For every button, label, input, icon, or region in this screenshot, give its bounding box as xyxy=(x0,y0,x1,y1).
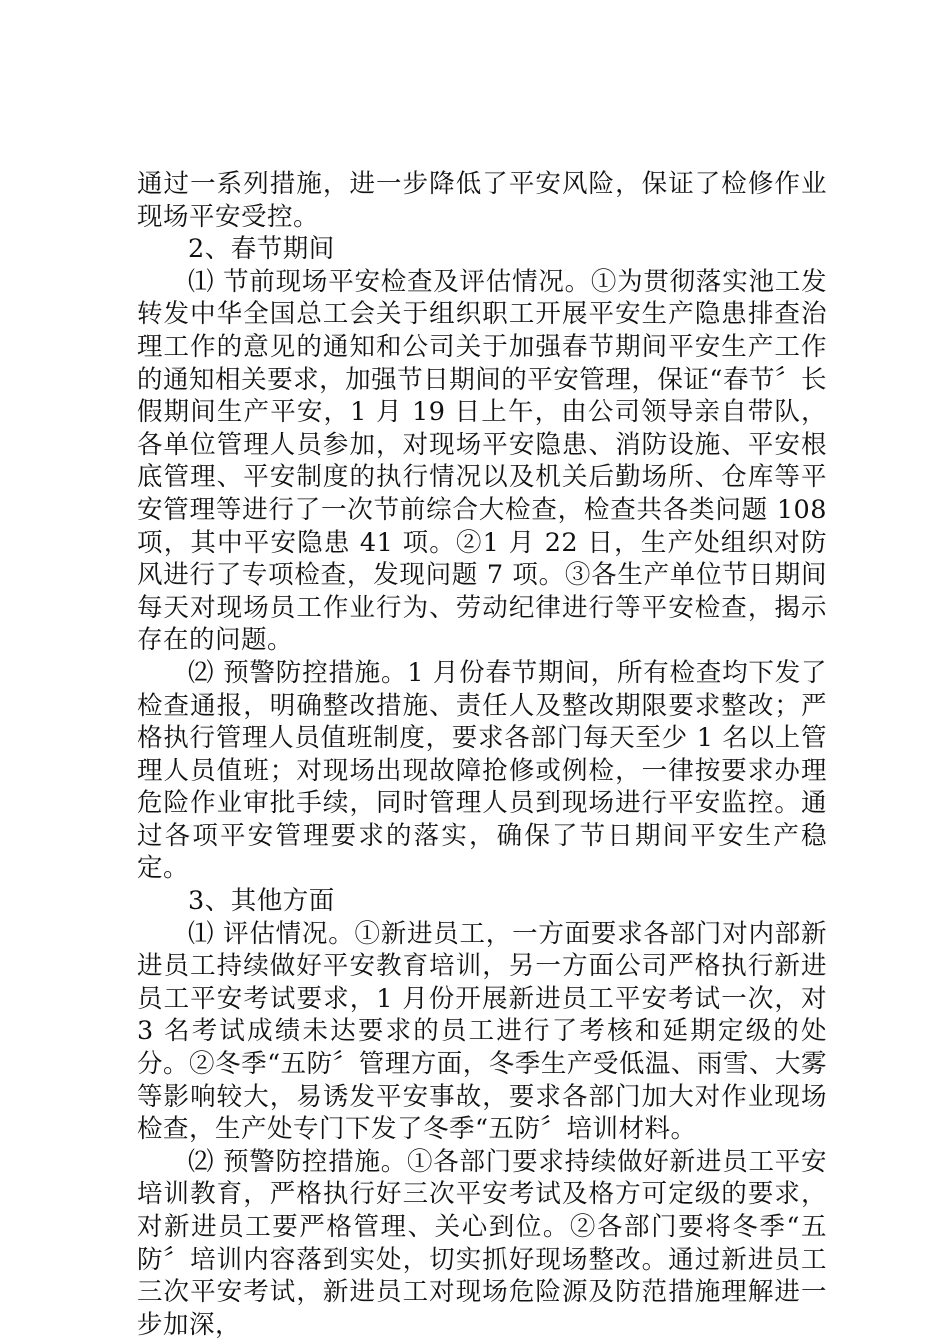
document-body xyxy=(137,168,827,1341)
section-heading-other: 3、其他方面 xyxy=(188,886,335,917)
paragraph-evaluation: ⑴ 评估情况。①新进员工，一方面要求各部门对内部新进员工持续做好平安教育培训，另一方面公司严格执行新进员工平安考试要求，1 月份开展新进员工平安考试一次，对 3 名考试成绩未达要求的员工进行了考核和延期定级的处分。②冬季“五防〞管理方面，冬季生产受低温、雨雪、大雾等影响较大，易诱发平安事故，要求各部门加大对作业现场检查，生产处专门下发了冬季“五防〞培训材料。 xyxy=(137,918,827,1145)
paragraph-continuation: 通过一系列措施，进一步降低了平安风险，保证了检修作业现场平安受控。 xyxy=(137,169,827,232)
paragraph-warning-measures-2: ⑵ 预警防控措施。①各部门要求持续做好新进员工平安培训教育，严格执行好三次平安考试及格方可定级的要求，对新进员工要严格管理、关心到位。②各部门要将冬季“五防〞培训内容落到实处，切实抓好现场整改。通过新进员工三次平安考试，新进员工对现场危险源及防范措施理解进一步加深， xyxy=(137,1146,827,1340)
section-heading-spring-festival: 2、春节期间 xyxy=(188,234,335,265)
paragraph-pre-holiday-inspection: ⑴ 节前现场平安检查及评估情况。①为贯彻落实池工发转发中华全国总工会关于组织职工开展平安生产隐患排查治理工作的意见的通知和公司关于加强春节期间平安生产工作的通知相关要求，加强节日期间的平安管理，保证“春节〞长假期间生产平安，1 月 19 日上午，由公司领导亲自带队，各单位管理人员参加，对现场平安隐患、消防设施、平安根底管理、平安制度的执行情况以及机关后勤场所、仓库等平安管理等进行了一次节前综合大检查，检查共各类问题 108 项，其中平安隐患 41 项。②1 月 22 日，生产处组织对防风进行了专项检查，发现问题 7 项。③各生产单位节日期间每天对现场员工作业行为、劳动纪律进行等平安检查，揭示存在的问题。 xyxy=(137,266,827,656)
paragraph-warning-measures-1: ⑵ 预警防控措施。1 月份春节期间，所有检查均下发了检查通报，明确整改措施、责任人及整改期限要求整改；严格执行管理人员值班制度，要求各部门每天至少 1 名以上管理人员值班；对现场出现故障抢修或例检，一律按要求办理危险作业审批手续，同时管理人员到现场进行平安监控。通过各项平安管理要求的落实，确保了节日期间平安生产稳定。 xyxy=(137,657,827,884)
